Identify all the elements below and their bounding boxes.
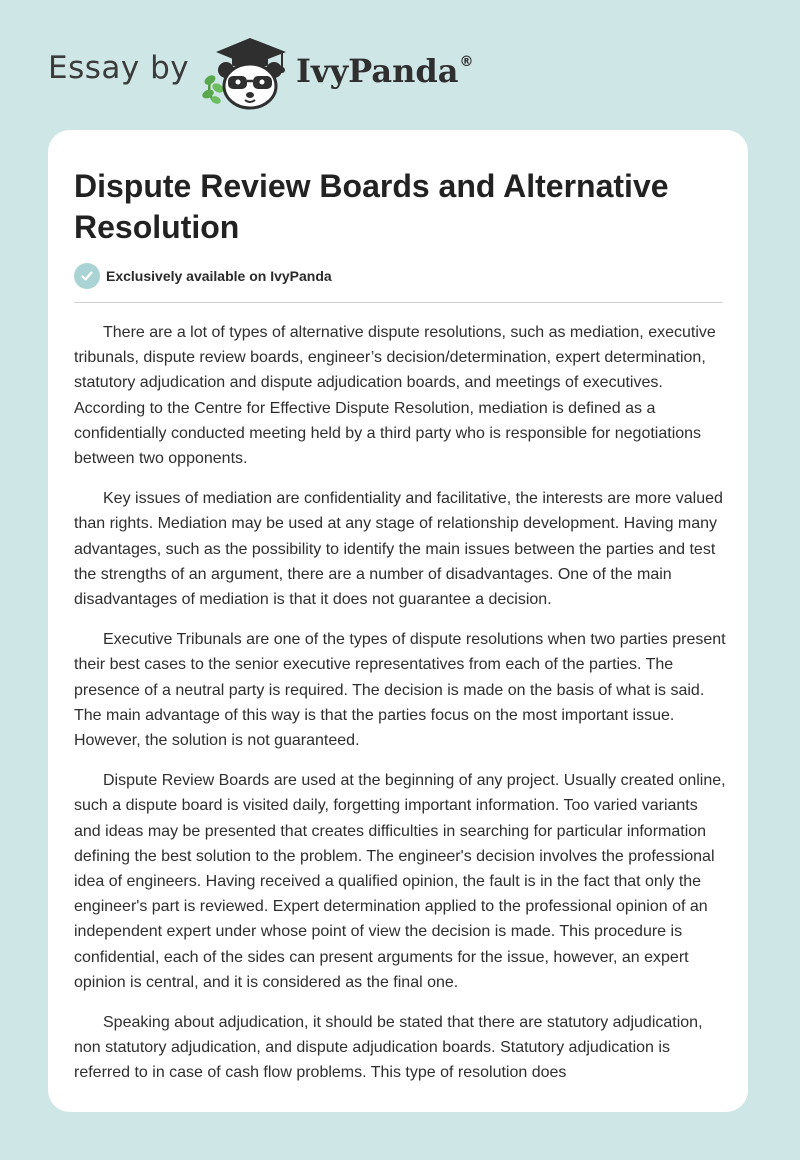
exclusive-badge — [74, 263, 332, 289]
exclusive-label: Exclusively available on IvyPanda — [106, 268, 332, 284]
site-header — [0, 0, 800, 120]
paragraph: Dispute Review Boards are used at the beginning of any project. Usually created online, such a dispute board is visited daily, forgetting important information. Too varied variants and ideas may be presented that creates difficulties in searching for particular information defining the best solution to the problem. The engineer's decision involves the professional idea of engineers. Having received a qualified opinion, the fault is in the fact that only the engineer's part is reviewed. Expert determination applied to the professional opinion of an independent expert under whose point of view the decision is made. This procedure is confidential, each of the sides can present arguments for the issue, however, an expert opinion is central, and it is considered as the final one. — [74, 772, 726, 991]
panda-logo-icon[interactable] — [198, 36, 294, 110]
check-circle-icon — [74, 263, 100, 289]
brand-label: IvyPanda — [296, 52, 459, 90]
article-body — [74, 320, 726, 1101]
registered-mark: ® — [459, 54, 474, 70]
article-card — [48, 130, 748, 1112]
essay-by-label: Essay by — [48, 50, 190, 86]
paragraph: Speaking about adjudication, it should be stated that there are statutory adjudication, non statutory adjudication, and dispute adjudication boards. Statutory adjudication is referred to in case of cash flow problems. This type of resolution does — [74, 1014, 703, 1082]
article-title: Dispute Review Boards and Alternative Resolution — [74, 168, 669, 245]
paragraph: There are a lot of types of alternative dispute resolutions, such as mediation, executive tribunals, dispute review boards, engineer’s decision/determination, expert determination, statutory adjudication and dispute adjudication boards, and meetings of executives. According to the Centre for Effective Dispute Resolution, mediation is defined as a confidentially conducted meeting held by a third party who is responsible for negotiations between two opponents. — [74, 324, 716, 468]
paragraph: Key issues of mediation are confidentiality and facilitative, the interests are more valued than rights. Mediation may be used at any stage of relationship development. Having many advantages, such as the possibility to identify the main issues between the parties and test the strengths of an argument, there are a number of disadvantages. One of the main disadvantages of mediation is that it does not guarantee a decision. — [74, 490, 723, 609]
divider — [74, 302, 723, 303]
paragraph: Executive Tribunals are one of the types of dispute resolutions when two parties present their best cases to the senior executive representatives from each of the parties. The presence of a neutral party is required. The decision is made on the basis of what is said. The main advantage of this way is that the parties focus on the most important issue. However, the solution is not guaranteed. — [74, 631, 726, 750]
brand-name[interactable] — [296, 52, 473, 90]
